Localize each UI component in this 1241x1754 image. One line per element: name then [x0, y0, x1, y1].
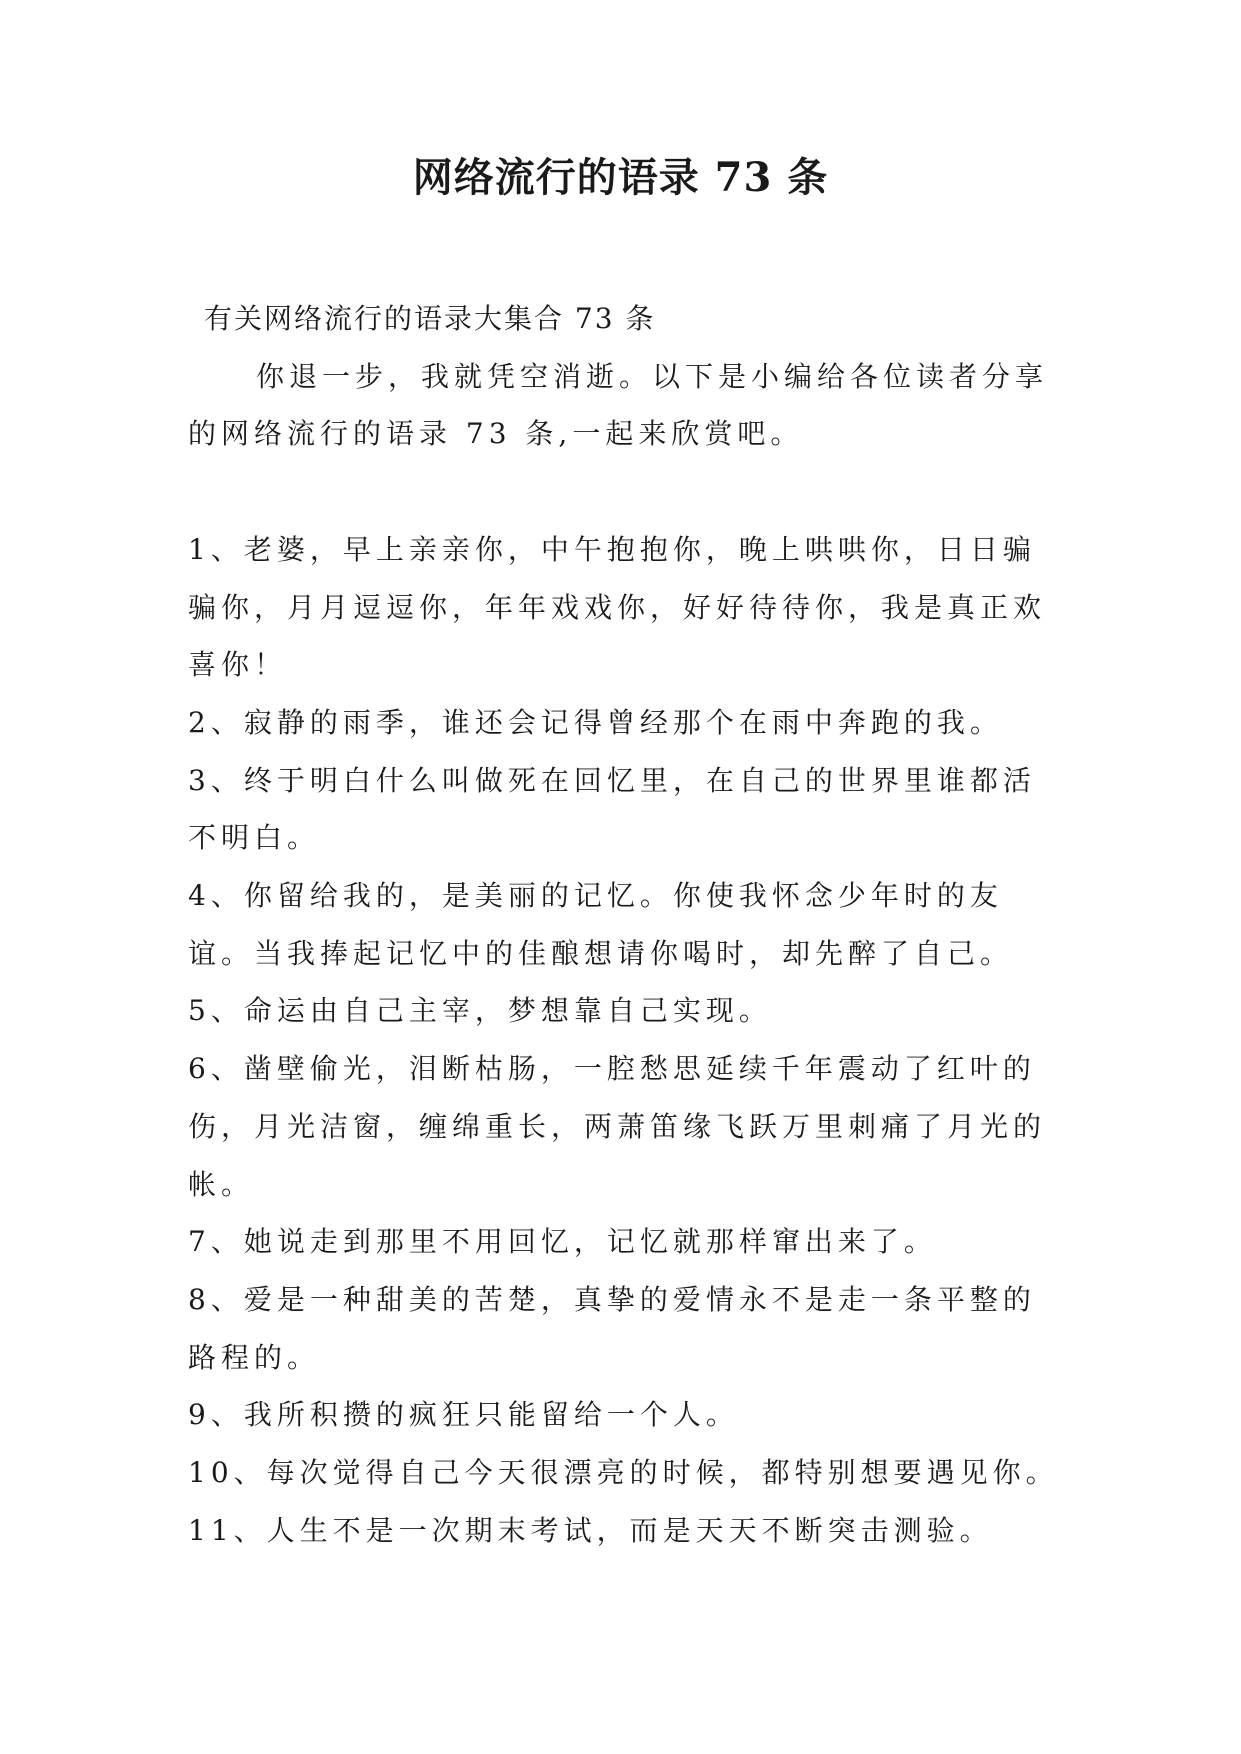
- list-item: 9、我所积攒的疯狂只能留给一个人。: [188, 1398, 739, 1432]
- document-body: [188, 290, 1068, 1559]
- paragraph-spacer: [188, 463, 1068, 521]
- document-subtitle: 有关网络流行的语录大集合 73 条: [204, 302, 656, 335]
- list-item: 2、寂静的雨季，谁还会记得曾经那个在雨中奔跑的我。: [188, 705, 1003, 739]
- list-item: 10、每次觉得自己今天很漂亮的时候，都特别想要遇见你。: [188, 1456, 1059, 1490]
- list-item: 4、你留给我的，是美丽的记忆。你使我怀念少年时的友谊。当我捧起记忆中的佳酿想请你喝时，却先醉了自己。: [188, 879, 1014, 970]
- list-item: 11、人生不是一次期末考试，而是天天不断突击测验。: [188, 1513, 993, 1547]
- list-item: 5、命运由自己主宰，梦想靠自己实现。: [188, 994, 772, 1028]
- list-item: 8、爱是一种甜美的苦楚，真挚的爱情永不是走一条平整的路程的。: [188, 1282, 1036, 1374]
- intro-paragraph: 你退一步，我就凭空消逝。以下是小编给各位读者分享的网络流行的语录 73 条,一起来欣赏吧。: [188, 359, 1049, 451]
- list-item: 6、凿壁偷光，泪断枯肠，一腔愁思延续千年震动了红叶的伤，月光洁窗，缠绵重长，两萧笛缘飞跃万里刺痛了月光的帐。: [188, 1052, 1047, 1201]
- list-item: 7、她说走到那里不用回忆，记忆就那样窜出来了。: [188, 1225, 937, 1259]
- list-item: 3、终于明白什么叫做死在回忆里，在自己的世界里谁都活不明白。: [188, 763, 1036, 855]
- list-item: 1、老婆，早上亲亲你，中午抱抱你，晚上哄哄你，日日骗骗你，月月逗逗你，年年戏戏你，好好待待你，我是真正欢喜你！: [188, 532, 1047, 682]
- document-title: 网络流行的语录 73 条: [412, 154, 829, 201]
